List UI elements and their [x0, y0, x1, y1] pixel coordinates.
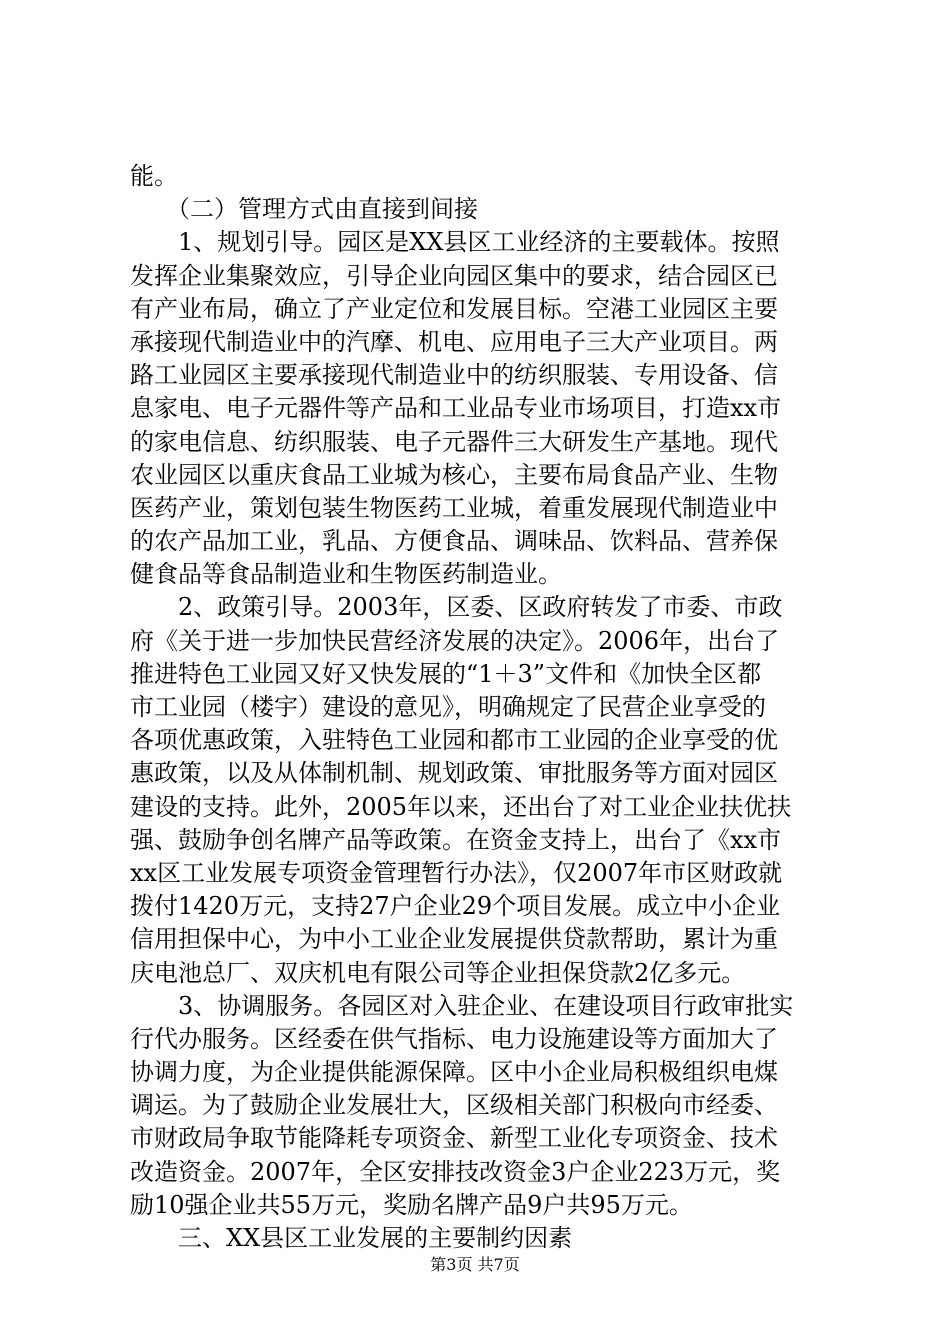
text-line: 励10强企业共55万元，奖励名牌产品9户共95万元。 [130, 1190, 693, 1219]
text-line: 的家电信息、纺织服装、电子元器件三大研发生产基地。现代 [130, 427, 778, 456]
text-line: 路工业园区主要承接现代制造业中的纺织服装、专用设备、信 [130, 361, 778, 390]
text-line: 惠政策，以及从体制机制、规划政策、审批服务等方面对园区 [130, 759, 778, 788]
text-line: 市财政局争取节能降耗专项资金、新型工业化专项资金、技术 [130, 1124, 778, 1153]
page-footer: 第3页 共7页 [430, 1255, 520, 1274]
text-line: 3、协调服务。各园区对入驻企业、在建设项目行政审批实 [130, 991, 794, 1020]
text-line: 推进特色工业园又好又快发展的“1＋3”文件和《加快全区都 [130, 659, 762, 688]
text-line: 发挥企业集聚效应，引导企业向园区集中的要求，结合园区已 [130, 261, 778, 290]
text-line: 强、鼓励争创名牌产品等政策。在资金支持上，出台了《xx市 [130, 825, 782, 854]
text-line: 医药产业，策划包装生物医药工业城，着重发展现代制造业中 [130, 493, 778, 522]
text-line: 市工业园（楼宇）建设的意见》，明确规定了民营企业享受的 [130, 693, 766, 721]
text-line: 能。 [130, 162, 178, 190]
text-line: 行代办服务。区经委在供气指标、电力设施建设等方面加大了 [130, 1024, 778, 1053]
text-line: 府《关于进一步加快民营经济发展的决定》。2006年，出台了 [130, 626, 780, 655]
text-line: 息家电、电子元器件等产品和工业品专业市场项目，打造xx市 [130, 394, 782, 423]
text-line: 拨付1420万元，支持27户企业29个项目发展。成立中小企业 [130, 892, 781, 921]
text-line: 改造资金。2007年，全区安排技改资金3户企业223万元，奖 [130, 1157, 781, 1186]
text-line: xx区工业发展专项资金管理暂行办法》，仅2007年市区财政就 [130, 858, 783, 887]
text-line: 信用担保中心，为中小工业企业发展提供贷款帮助，累计为重 [130, 925, 778, 954]
text-line: 庆电池总厂、双庆机电有限公司等企业担保贷款2亿多元。 [130, 958, 746, 987]
text-line: 健食品等食品制造业和生物医药制造业。 [130, 560, 562, 589]
section-heading: （二）管理方式由直接到间接 [130, 195, 478, 224]
text-line: 各项优惠政策，入驻特色工业园和都市工业园的企业享受的优 [130, 726, 778, 755]
text-line: 2、政策引导。2003年，区委、区政府转发了市委、市政 [130, 593, 783, 622]
text-line: 承接现代制造业中的汽摩、机电、应用电子三大产业项目。两 [130, 327, 778, 356]
text-line: 1、规划引导。园区是XX县区工业经济的主要载体。按照 [130, 228, 780, 257]
text-line: 的农产品加工业，乳品、方便食品、调味品、饮料品、营养保 [130, 527, 778, 556]
section-heading: 三、XX县区工业发展的主要制约因素 [130, 1224, 573, 1252]
text-line: 调运。为了鼓励企业发展壮大，区级相关部门积极向市经委、 [130, 1091, 778, 1120]
document-body [130, 160, 830, 1255]
text-line: 有产业布局，确立了产业定位和发展目标。空港工业园区主要 [130, 294, 778, 323]
text-line: 协调力度，为企业提供能源保障。区中小企业局积极组织电煤 [130, 1058, 778, 1087]
text-line: 农业园区以重庆食品工业城为核心，主要布局食品产业、生物 [130, 460, 778, 489]
text-line: 建设的支持。此外，2005年以来，还出台了对工业企业扶优扶 [130, 792, 792, 821]
